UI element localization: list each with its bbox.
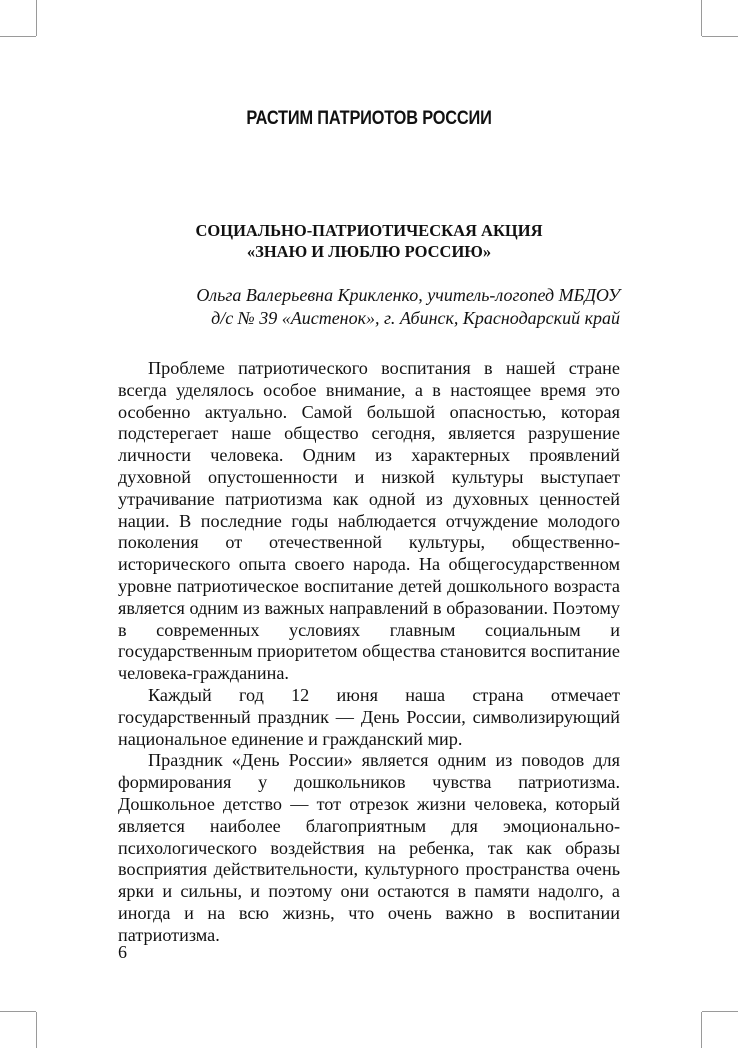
article-title-line: «ЗНАЮ И ЛЮБЛЮ РОССИЮ» [246, 242, 492, 261]
crop-mark-bottom-right-horizontal [702, 1011, 738, 1012]
crop-mark-bottom-left-vertical [36, 1012, 37, 1048]
crop-mark-top-left-vertical [36, 0, 37, 36]
article-title-line: СОЦИАЛЬНО-ПАТРИОТИЧЕСКАЯ АКЦИЯ [195, 221, 543, 240]
crop-mark-top-right-vertical [701, 0, 702, 36]
author-byline [196, 284, 620, 330]
author-line: д/с № 39 «Аистенок», г. Абинск, Краснодарский край [211, 308, 620, 328]
article-title [0, 220, 738, 262]
author-line: Ольга Валерьевна Крикленко, учитель-логопед МБДОУ [196, 285, 620, 305]
article-body [118, 358, 620, 947]
body-paragraph: Праздник «День России» является одним из поводов для формирования у дошкольников чувства патриотизма. Дошкольное детство — тот отрезок жизни человека, который является наиболее благоприятным для эмоционально-психологического воздействия на ребенка, так как образы восприятия действительности, культурного пространства очень ярки и сильны, и поэтому они остаются в памяти надолго, а иногда и на всю жизнь, что очень важно в воспитании патриотизма. [118, 750, 620, 945]
crop-mark-bottom-left-horizontal [0, 1011, 36, 1012]
crop-mark-top-left-horizontal [0, 36, 36, 37]
section-heading: РАСТИМ ПАТРИОТОВ РОССИИ [246, 108, 492, 129]
crop-mark-top-right-horizontal [702, 36, 738, 37]
page-number: 6 [118, 942, 127, 962]
body-paragraph: Каждый год 12 июня наша страна отмечает государственный праздник — День России, символизирующий национальное единение и гражданский мир. [118, 684, 620, 749]
crop-mark-bottom-right-vertical [701, 1012, 702, 1048]
body-paragraph: Проблеме патриотического воспитания в нашей стране всегда уделялось особое внимание, а в настоящее время это особенно актуально. Самой большой опасностью, которая подстерегает наше общество сегодня, является разрушение личности человека. Одним из характерных проявлений духовной опустошенности и низкой культуры выступает утрачивание патриотизма как одной из духовных ценностей нации. В последние годы наблюдается отчуждение молодого поколения от отечественной культуры, общественно-исторического опыта своего народа. На общегосударственном уровне патриотическое воспитание детей дошкольного возраста является одним из важных направлений в образовании. Поэтому в современных условиях главным социальным и государственным приоритетом общества становится воспитание человека-гражданина. [118, 358, 620, 684]
